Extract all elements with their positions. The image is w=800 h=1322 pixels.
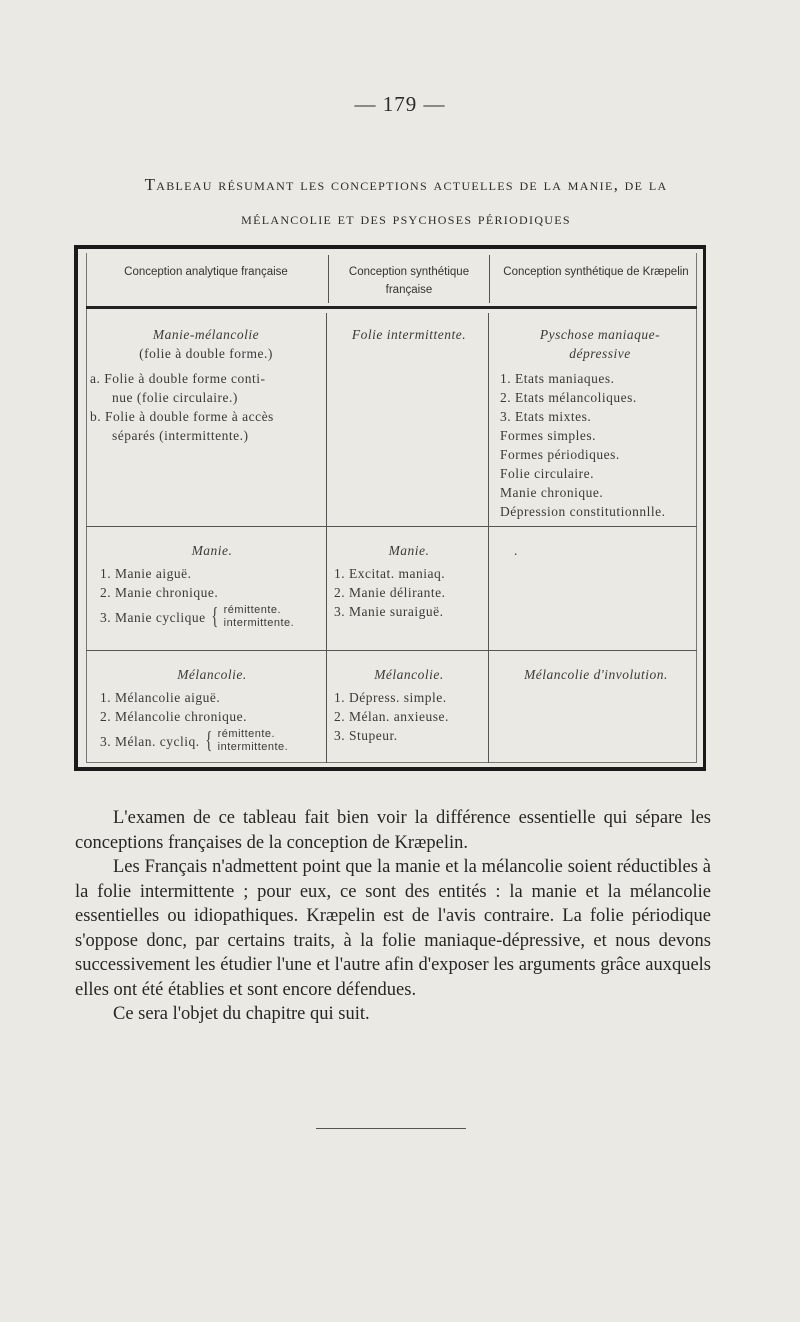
row1-col3 [500, 325, 700, 521]
header-separator [86, 306, 697, 309]
row1-col3-heading-2: dépressive [569, 346, 631, 361]
body-text [75, 806, 711, 1027]
header-col-2: Conception synthétique française [348, 266, 470, 296]
list-item: a. Folie à double forme conti- [90, 371, 266, 386]
list-item: 3. Etats mixtes. [500, 409, 592, 424]
row3-col2-heading: Mélancolie. [374, 667, 444, 682]
list-item: séparés (intermittente.) [112, 428, 249, 443]
row1-col1 [90, 325, 322, 445]
header-divider-2 [489, 255, 490, 303]
list-item: nue (folie circulaire.) [112, 390, 238, 405]
braced-option-2: intermittente. [217, 741, 289, 753]
row2-col1-heading: Manie. [191, 543, 233, 558]
brace-icon: { [211, 604, 219, 630]
list-item: 2. Mélancolie chronique. [100, 709, 247, 724]
footer-rule [316, 1128, 466, 1129]
braced-option-2: intermittente. [223, 617, 295, 629]
title-line-2: mélancolie et des psychoses périodiques [241, 209, 571, 228]
brace-icon: { [205, 728, 213, 754]
row1-col2 [330, 325, 488, 344]
list-item: 1. Mélancolie aiguë. [100, 690, 221, 705]
list-item: 1. Etats maniaques. [500, 371, 615, 386]
row-separator-2 [86, 650, 697, 651]
row1-col1-subheading: (folie à double forme.) [139, 346, 273, 361]
summary-table [74, 245, 706, 771]
list-item: 2. Manie chronique. [100, 585, 219, 600]
row3-col1-heading: Mélancolie. [177, 667, 247, 682]
list-item: 1. Excitat. maniaq. [334, 566, 446, 581]
braced-prefix: 3. Mélan. cycliq. [100, 733, 200, 749]
braced-option-1: rémittente. [223, 604, 282, 616]
row2-col2 [334, 541, 484, 621]
list-item: 1. Manie aiguë. [100, 566, 192, 581]
row1-col2-heading: Folie intermittente. [351, 327, 467, 342]
braced-option-1: rémittente. [217, 728, 276, 740]
column-divider-1 [326, 313, 327, 763]
braced-prefix: 3. Manie cyclique [100, 609, 206, 625]
braced-options [218, 728, 289, 754]
table-title [76, 168, 736, 236]
title-line-1: Tableau résumant les conceptions actuelles de la manie, de la [144, 175, 668, 194]
header-col-3: Conception synthétique de Kræpelin [503, 266, 689, 278]
list-item: Folie circulaire. [500, 466, 594, 481]
header-col-1: Conception analytique française [124, 266, 288, 278]
list-item: Formes périodiques. [500, 447, 620, 462]
list-item-braced [100, 604, 324, 630]
row3-col2 [334, 665, 484, 745]
row-separator-1 [86, 526, 697, 527]
header-divider-1 [328, 255, 329, 303]
row2-col2-heading: Manie. [388, 543, 430, 558]
row3-col3-heading: Mélancolie d'involution. [524, 667, 668, 682]
stray-mark: . [514, 543, 518, 558]
list-item-braced [100, 728, 324, 754]
paragraph: Ce sera l'objet du chapitre qui suit. [113, 1004, 370, 1024]
row3-col3 [492, 665, 700, 684]
list-item: 2. Manie délirante. [334, 585, 446, 600]
list-item: b. Folie à double forme à accès [90, 409, 274, 424]
paragraph: Les Français n'admettent point que la manie et la mélancolie soient réductibles à la folie intermittente ; pour eux, ce sont des entités : la manie et la mélancolie essentielles ou idiopathiques. Kræpelin est de l'avis contraire. La folie périodique s'oppose donc, par certains traits, à la folie maniaque-dépressive, et nous devons successivement les étudier l'une et l'autre afin d'exposer les arguments grâce auxquels elles ont été établies et sont encore défendues. [75, 857, 711, 1000]
list-item: 2. Mélan. anxieuse. [334, 709, 449, 724]
row2-col3 [514, 541, 534, 560]
row1-col1-heading: Manie-mélancolie [152, 327, 260, 342]
list-item: 1. Dépress. simple. [334, 690, 447, 705]
braced-options [224, 604, 295, 630]
list-item: 2. Etats mélancoliques. [500, 390, 637, 405]
row3-col1 [100, 665, 324, 754]
row2-col1 [100, 541, 324, 630]
list-item: 3. Stupeur. [334, 728, 398, 743]
page-number: — 179 — [354, 92, 446, 116]
list-item: Formes simples. [500, 428, 597, 443]
column-divider-2 [488, 313, 489, 763]
list-item: Manie chronique. [500, 485, 604, 500]
list-item: Dépression constitutionnlle. [500, 504, 666, 519]
list-item: 3. Manie suraiguë. [334, 604, 444, 619]
row1-col3-heading-1: Pyschose maniaque- [539, 327, 661, 342]
paragraph: L'examen de ce tableau fait bien voir la différence essentielle qui sépare les conceptions françaises de la conception de Kræpelin. [75, 808, 711, 853]
